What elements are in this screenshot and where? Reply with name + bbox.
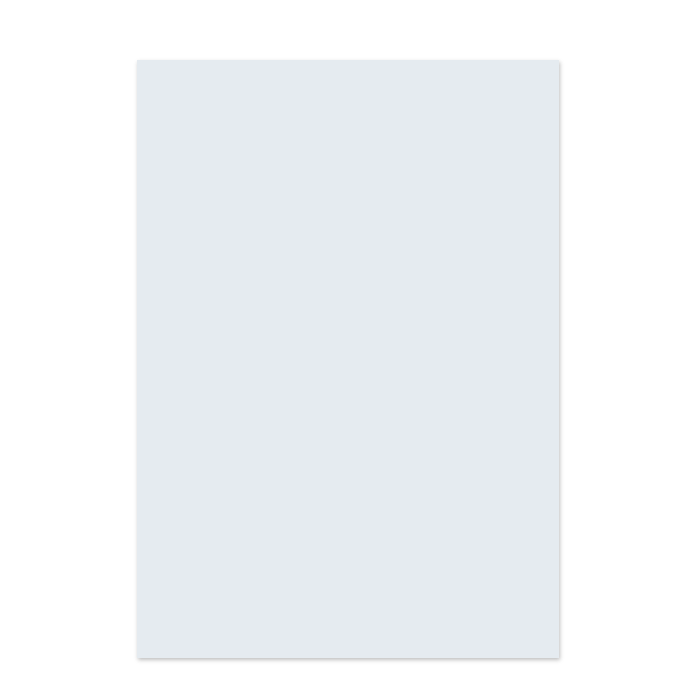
barcode xyxy=(147,572,227,610)
grades-table xyxy=(164,72,530,343)
